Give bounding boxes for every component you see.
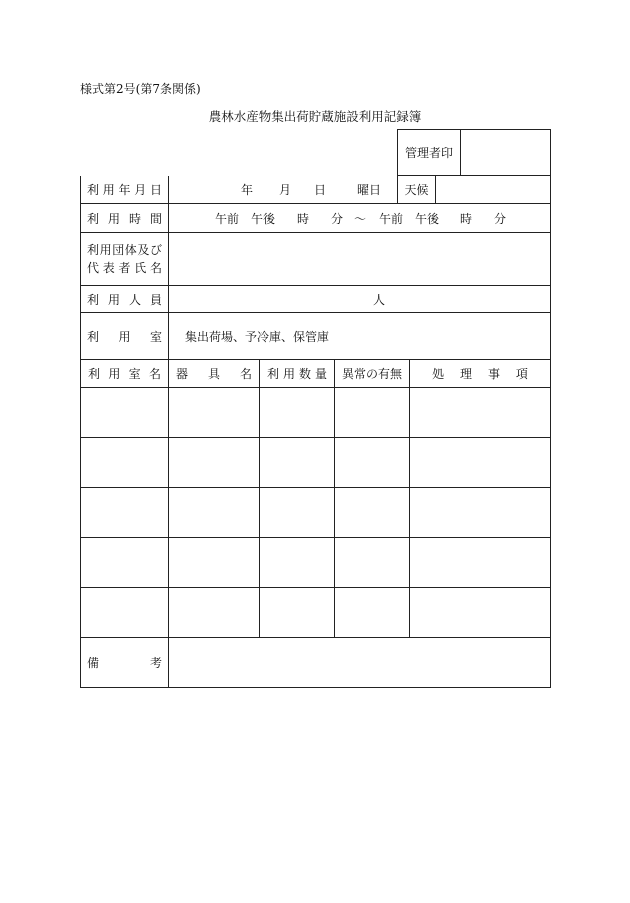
group-label-line2 [87, 259, 162, 277]
table-cell[interactable] [259, 538, 334, 588]
table-header-cell [80, 360, 168, 388]
room-value: 集出荷場、予冷庫、保管庫 [185, 329, 330, 344]
table-header-cell [259, 360, 334, 388]
label-char: 体 [124, 243, 137, 257]
table-cell[interactable] [409, 588, 551, 638]
remarks-label [87, 654, 162, 671]
table-cell[interactable] [409, 388, 551, 438]
table-cell[interactable] [168, 388, 259, 438]
end-pm: 午後 [415, 211, 440, 226]
remarks-row-label [80, 638, 168, 688]
weather-label: 天候 [404, 183, 429, 197]
time-row-label [80, 204, 168, 233]
label-char: 器 [176, 367, 189, 381]
table-header-label [88, 365, 161, 382]
label-char: 名 [148, 367, 161, 381]
table-cell[interactable] [409, 488, 551, 538]
label-char: 団 [112, 243, 125, 257]
date-row-label [80, 176, 168, 204]
weather-value-cell[interactable] [435, 176, 551, 204]
table-cell[interactable] [334, 438, 409, 488]
room-row-label [80, 313, 168, 360]
table-header-label [432, 365, 528, 382]
table-header-label [267, 365, 327, 382]
label-char: 用 [282, 367, 295, 381]
end-minute-unit: 分 [494, 211, 507, 226]
table-cell[interactable] [334, 538, 409, 588]
table-cell[interactable] [168, 538, 259, 588]
date-label [87, 181, 162, 198]
month-unit: 月 [279, 183, 292, 197]
table-cell[interactable] [80, 538, 168, 588]
table-cell[interactable] [80, 438, 168, 488]
label-char: 用 [118, 329, 131, 344]
time-value-cell[interactable] [168, 204, 551, 233]
label-char: 具 [207, 367, 220, 381]
stamp-label-cell [397, 129, 460, 176]
time-label [87, 210, 162, 227]
label-char: 月 [134, 183, 147, 197]
label-char: 者 [118, 261, 131, 275]
label-char: 室 [128, 367, 141, 381]
table-cell[interactable] [259, 488, 334, 538]
table-cell[interactable] [259, 388, 334, 438]
label-char: 項 [515, 367, 528, 381]
label-char: 利 [87, 243, 100, 257]
room-label [87, 328, 162, 345]
group-label-line1 [87, 241, 162, 259]
table-cell[interactable] [409, 438, 551, 488]
remarks-value-cell[interactable] [168, 638, 551, 688]
label-char: 用 [107, 292, 120, 307]
room-value-cell[interactable] [168, 313, 551, 360]
label-char: 理 [460, 367, 473, 381]
label-char: 利 [87, 292, 100, 307]
document-title: 農林水産物集出荷貯蔵施設利用記録簿 [208, 109, 422, 124]
label-char: 用 [99, 243, 112, 257]
day-unit: 日 [314, 183, 327, 197]
stamp-label: 管理者印 [404, 146, 453, 160]
label-char: 備 [87, 656, 100, 670]
stamp-area[interactable] [460, 129, 551, 176]
people-unit: 人 [373, 292, 386, 307]
label-char: 用 [108, 367, 121, 381]
table-cell[interactable] [259, 588, 334, 638]
label-char: 事 [487, 367, 500, 381]
table-cell[interactable] [168, 488, 259, 538]
table-cell[interactable] [334, 488, 409, 538]
group-row-label [80, 233, 168, 286]
label-char: 年 [118, 183, 131, 197]
label-char: 量 [314, 367, 327, 381]
table-header-label [176, 365, 252, 382]
table-header-cell [409, 360, 551, 388]
label-char: 名 [149, 261, 162, 275]
form-number: 様式第2号(第7条関係) [80, 82, 201, 96]
label-char: 処 [432, 367, 445, 381]
label-char: 氏 [134, 261, 147, 275]
label-char: 時 [128, 211, 141, 226]
table-cell[interactable] [334, 588, 409, 638]
label-char: 表 [102, 261, 115, 275]
label-char: 用 [107, 211, 120, 226]
people-value-cell[interactable] [168, 286, 551, 313]
label-char: 用 [102, 183, 115, 197]
weather-label-cell [397, 176, 435, 204]
label-char: 間 [149, 211, 162, 226]
table-cell[interactable] [168, 438, 259, 488]
label-char: 利 [267, 367, 280, 381]
end-am: 午前 [379, 211, 404, 226]
table-header-cell [168, 360, 259, 388]
table-cell[interactable] [80, 388, 168, 438]
start-hour-unit: 時 [297, 211, 310, 226]
table-cell[interactable] [168, 588, 259, 638]
start-am: 午前 [215, 211, 240, 226]
label-char: 名 [239, 367, 252, 381]
people-label [87, 291, 162, 308]
label-char: 考 [149, 656, 162, 670]
people-row-label [80, 286, 168, 313]
table-header-cell: 異常の有無 [334, 360, 409, 388]
range-tilde: 〜 [354, 211, 367, 226]
start-minute-unit: 分 [331, 211, 344, 226]
start-pm: 午後 [251, 211, 276, 226]
label-char: 代 [87, 261, 100, 275]
label-char: び [149, 243, 162, 257]
label-char: 日 [149, 183, 162, 197]
table-cell[interactable] [80, 488, 168, 538]
table-cell[interactable] [80, 588, 168, 638]
date-value-cell[interactable] [168, 176, 397, 204]
label-char: 利 [87, 211, 100, 226]
label-char: 利 [87, 183, 100, 197]
label-char: 人 [128, 292, 141, 307]
end-hour-unit: 時 [460, 211, 473, 226]
label-char: 室 [149, 329, 162, 344]
year-unit: 年 [241, 183, 254, 197]
label-char: 及 [137, 243, 150, 257]
table-cell[interactable] [409, 538, 551, 588]
label-char: 数 [298, 367, 311, 381]
table-cell[interactable] [259, 438, 334, 488]
weekday-unit: 曜日 [357, 183, 382, 197]
label-char: 利 [88, 367, 101, 381]
table-cell[interactable] [334, 388, 409, 438]
label-char: 利 [87, 329, 100, 344]
label-char: 員 [149, 292, 162, 307]
group-value-cell[interactable] [168, 233, 551, 286]
